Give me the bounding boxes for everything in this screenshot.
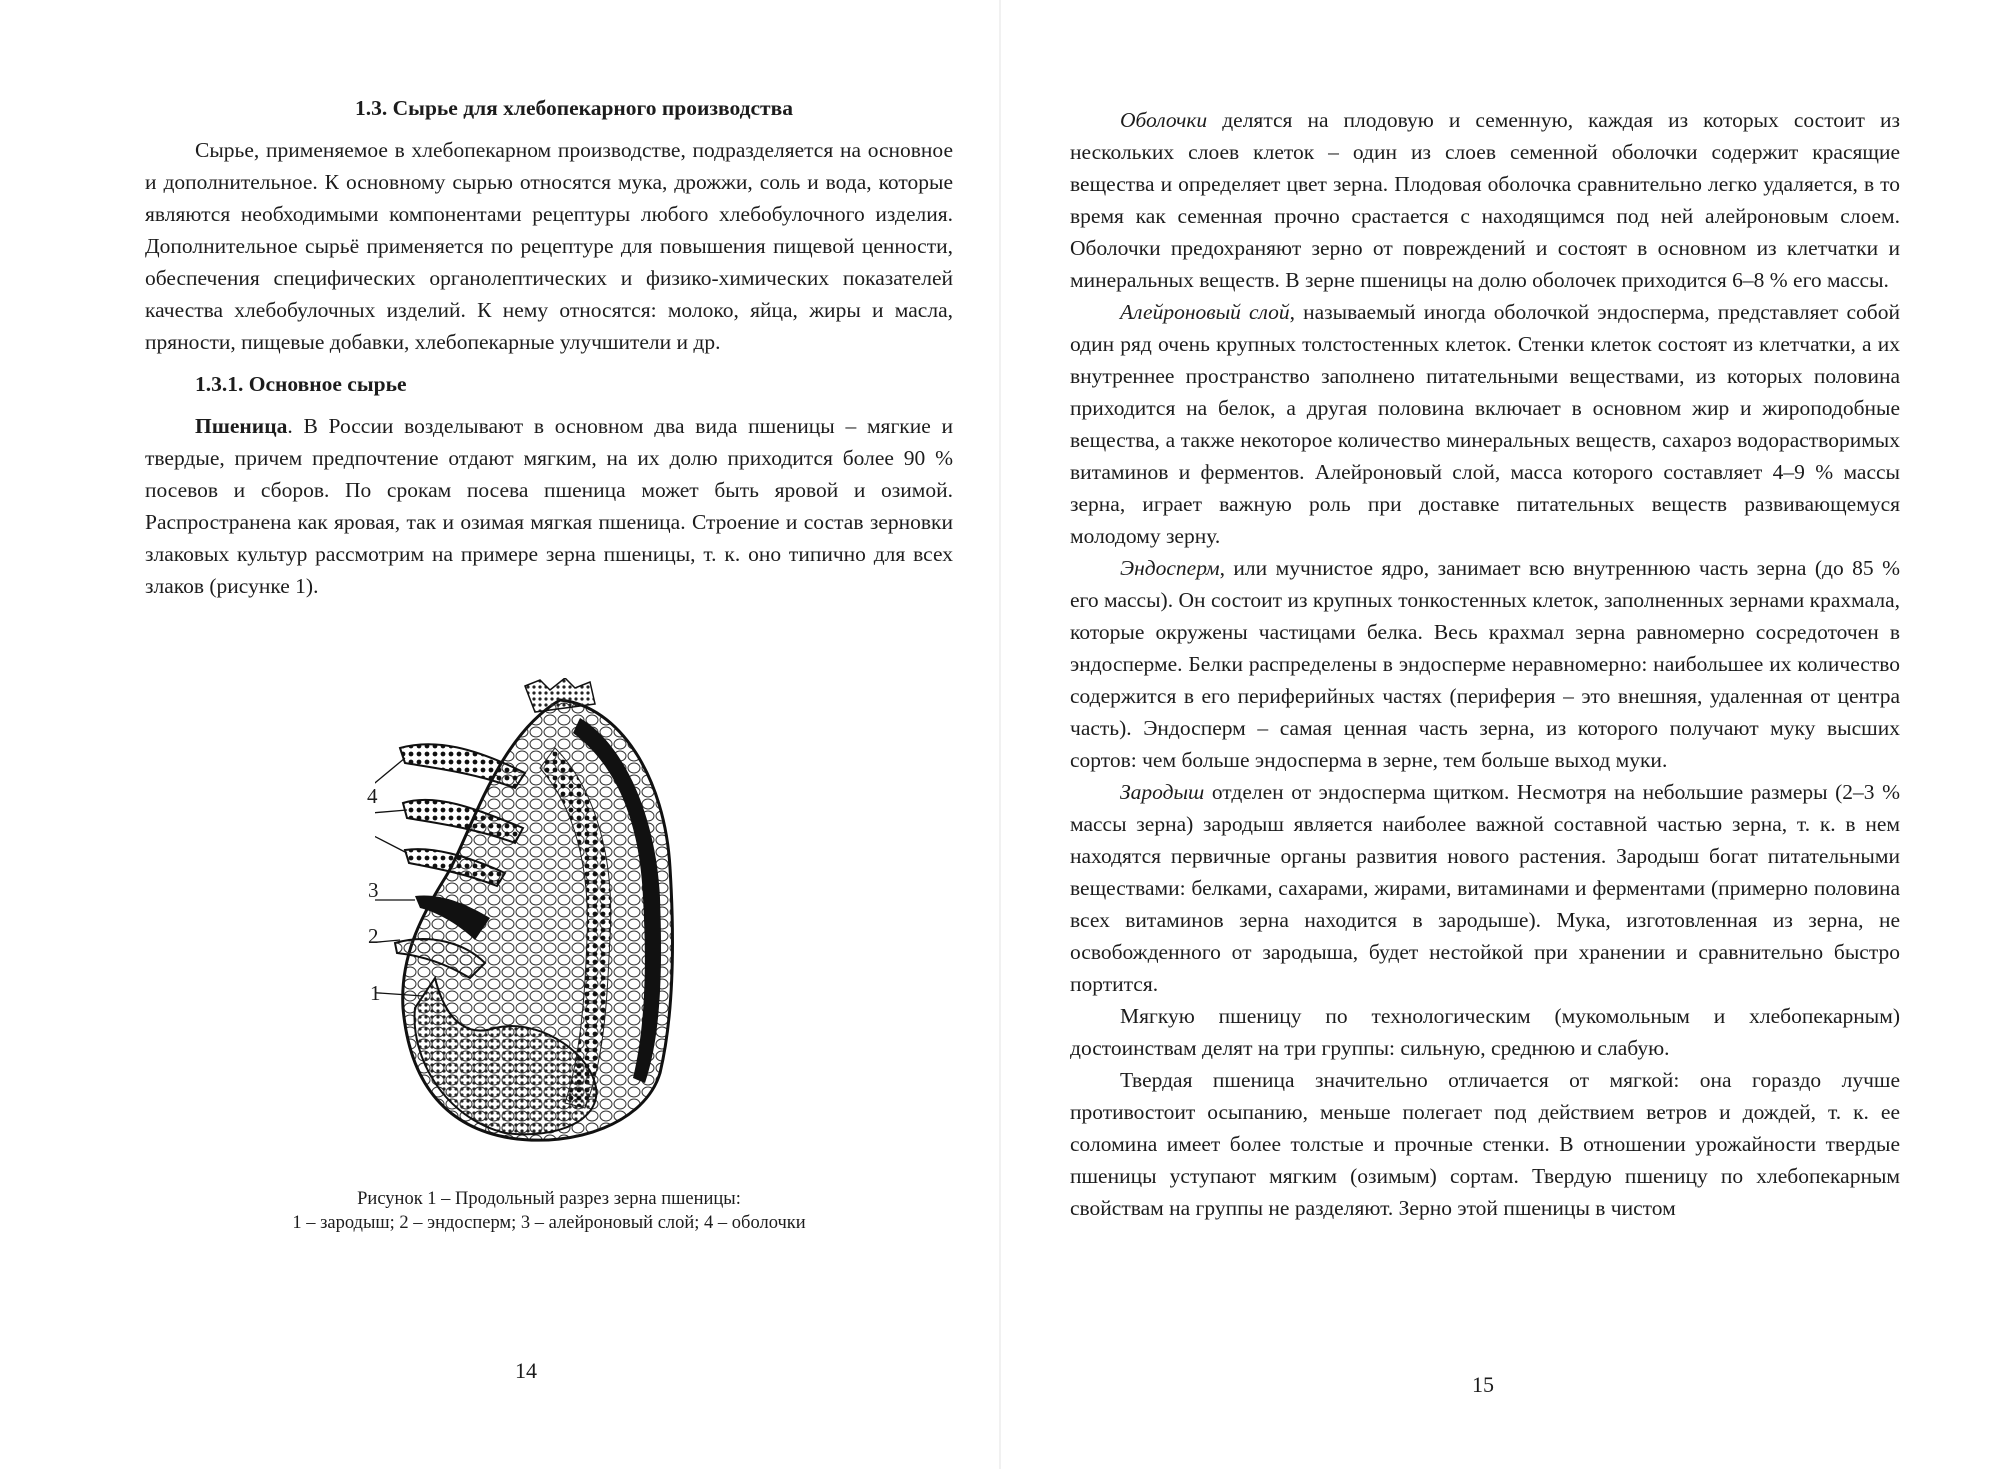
endosperm-term: Эндосперм <box>1120 556 1220 580</box>
figure-label-2: 2 <box>368 924 379 948</box>
soft-wheat-paragraph: Мягкую пшеницу по технологическим (мукомольным и хлебопекарным) достоинствам делят на три группы: сильную, среднюю и слабую. <box>1070 1004 1900 1060</box>
aleurone-paragraph <box>1070 296 1900 552</box>
figure-label-3: 3 <box>368 878 379 902</box>
right-text-column <box>1070 104 1900 1224</box>
embryo-text: отделен от эндосперма щитком. Несмотря на небольшие размеры (2–3 % массы зерна) зародыш является наиболее важной составной частью зерна, т. к. в нем находятся первичные органы развития нового растения. Зародыш богат питательными веществами: белками, сахарами, жирами, витаминами и ферментами (примерно половина всех витаминов зерна находится в зародыше). Мука, изготовленная из зерна, не освобожденного от зародыша, будет нестойкой при хранении и сравнительно быстро портится. <box>1070 780 1900 996</box>
intro-paragraph: Сырье, применяемое в хлебопекарном производстве, подразделяется на основное и дополнительное. К основному сырью относятся мука, дрожжи, соль и вода, которые являются необходимыми компонентами рецептуры любого хлебобулочного изделия. Дополнительное сырьё применяется по рецептуре для повышения пищевой ценности, обеспечения специфических органолептических и физико-химических показателей качества хлебобулочных изделий. К нему относятся: молоко, яйца, жиры и масла, пряности, пищевые добавки, хлебопекарные улучшители и др. <box>145 138 953 354</box>
endosperm-text: , или мучнистое ядро, занимает всю внутреннюю часть зерна (до 85 % его массы). Он состоит из крупных тонкостенных клеток, заполненных зернами крахмала, которые окружены частицами белка. Весь крахмал зерна равномерно сосредоточен в эндосперме. Белки распределены в эндосперме неравномерно: наибольшее их количество содержится в его периферийных частях (периферия – это внешняя, удаленная от центра часть). Эндосперм – самая ценная часть зерна, из которого получают муку высших сортов: чем больше эндосперма в зерне, тем больше выход муки. <box>1070 556 1900 772</box>
shells-text: делятся на плодовую и семенную, каждая из которых состоит из нескольких слоев клеток – один из слоев семенной оболочки содержит красящие вещества и определяет цвет зерна. Плодовая оболочка сравнительно легко удаляется, в то время как семенная прочно срастается с находящимся под ней алейроновым слоем. Оболочки предохраняют зерно от повреждений и состоят в основном из клетчатки и минеральных веществ. В зерне пшеницы на долю оболочек приходится 6–8 % его массы. <box>1070 108 1900 292</box>
embryo-term: Зародыш <box>1120 780 1205 804</box>
wheat-grain-figure <box>375 678 695 1150</box>
durum-wheat-paragraph: Твердая пшеница значительно отличается от мягкой: она гораздо лучше противостоит осыпанию, меньше полегает под действием ветров и дождей, т. к. ее соломина имеет более толстые и прочные стенки. В отношении урожайности твердые пшеницы уступают мягким (озимым) сортам. Твердую пшеницу по хлебопекарным свойствам на группы не разделяют. Зерно этой пшеницы в чистом <box>1070 1068 1900 1220</box>
subsection-heading: 1.3.1. Основное сырье <box>195 372 407 396</box>
hull-scale-1 <box>400 744 525 788</box>
shells-term: Оболочки <box>1120 108 1208 132</box>
left-text-column <box>145 92 953 602</box>
figure-caption-line-1: Рисунок 1 – Продольный разрез зерна пшеницы: <box>357 1189 741 1209</box>
figure-label-4: 4 <box>367 784 378 808</box>
figure-caption-line-2: 1 – зародыш; 2 – эндосперм; 3 – алейроновый слой; 4 – оболочки <box>292 1213 806 1233</box>
aleurone-term: Алейроновый слой <box>1120 300 1290 324</box>
right-page <box>1000 0 2000 1469</box>
wheat-text: . В России возделывают в основном два вида пшеницы – мягкие и твердые, причем предпочтение отдают мягким, на их долю приходится более 90 % посевов и сборов. По срокам посева пшеница может быть яровой и озимой. Распространена как яровая, так и озимая мягкая пшеница. Строение и состав зерновки злаковых культур рассмотрим на примере зерна пшеницы, т. к. оно типично для всех злаков (рисунке 1). <box>145 414 953 598</box>
page-number-right: 15 <box>1472 1372 1494 1397</box>
wheat-term: Пшеница <box>195 414 288 438</box>
wheat-paragraph <box>145 410 953 602</box>
page-number-left: 14 <box>515 1358 537 1383</box>
figure-label-1: 1 <box>370 981 381 1005</box>
embryo-paragraph <box>1070 776 1900 1000</box>
endosperm-paragraph <box>1070 552 1900 776</box>
aleurone-text: , называемый иногда оболочкой эндосперма, представляет собой один ряд очень крупных толстостенных клеток. Стенки клеток состоят из клетчатки, а их внутреннее пространство заполнено питательными веществами, из которых половина приходится на белок, а другая половина включает в основном жир и жироподобные вещества, а также некоторое количество минеральных веществ, сахароз водорастворимых витаминов и ферментов. Алейроновый слой, масса которого составляет 4–9 % массы зерна, играет важную роль при доставке питательных веществ развивающемуся молодому зерну. <box>1070 300 1901 548</box>
wheat-grain-section-drawing <box>375 678 695 1150</box>
section-heading: 1.3. Сырье для хлебопекарного производства <box>355 96 793 120</box>
shells-paragraph <box>1070 104 1900 296</box>
